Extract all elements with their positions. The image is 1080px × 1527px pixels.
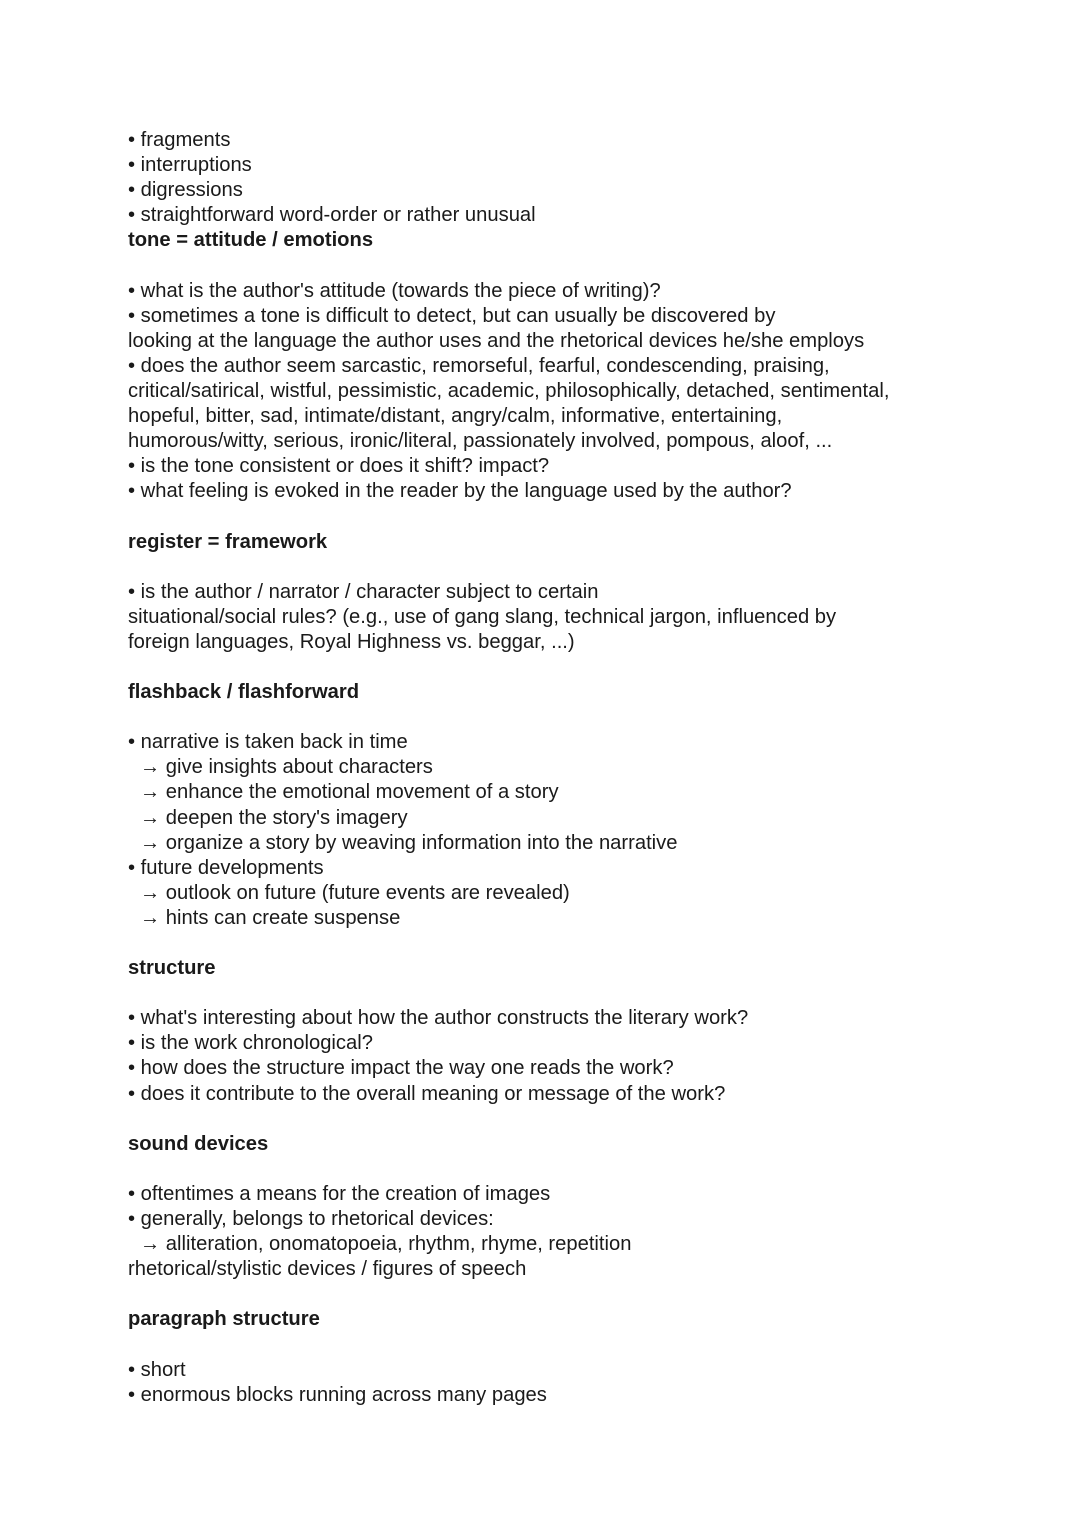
section-heading: flashback / flashforward [128,681,360,704]
text-line: • narrative is taken back in time [128,731,408,754]
text-line: • oftentimes a means for the creation of images [128,1182,551,1205]
arrow-point: → alliteration, onomatopoeia, rhythm, rhyme, repetition [140,1233,632,1256]
text-line: rhetorical/stylistic devices / figures of speech [128,1258,527,1281]
arrow-point: → enhance the emotional movement of a story [140,781,559,804]
section-heading: tone = attitude / emotions [128,229,374,252]
text-line: hopeful, bitter, sad, intimate/distant, angry/calm, informative, entertaining, [128,405,783,428]
document-page [128,128,1008,1408]
text-line: humorous/witty, serious, ironic/literal, passionately involved, pompous, aloof, ... [128,430,833,453]
text-line: • future developments [128,856,324,879]
text-line: looking at the language the author uses and the rhetorical devices he/she employs [128,329,865,352]
text-line: foreign languages, Royal Highness vs. beggar, ...) [128,630,575,653]
blank-line [128,1107,1008,1132]
blank-line [128,981,1008,1006]
blank-line [128,555,1008,580]
blank-line [128,1282,1008,1307]
blank-line [128,1157,1008,1182]
arrow-point: → hints can create suspense [140,906,401,929]
arrow-point: → outlook on future (future events are revealed) [140,881,570,904]
text-line: • fragments [128,129,231,151]
text-line: • straightforward word-order or rather unusual [128,204,536,227]
text-line: • digressions [128,179,243,202]
blank-line [128,253,1008,278]
blank-line [128,705,1008,730]
text-line: • what's interesting about how the author constructs the literary work? [128,1007,749,1030]
blank-line [128,504,1008,529]
text-line: • enormous blocks running across many pages [128,1383,547,1406]
section-heading: sound devices [128,1132,269,1155]
text-line: critical/satirical, wistful, pessimistic, academic, philosophically, detached, sentimental, [128,379,890,402]
section-heading: paragraph structure [128,1308,320,1331]
arrow-point: → organize a story by weaving information into the narrative [140,831,678,854]
text-line: • interruptions [128,154,252,177]
arrow-point: → deepen the story's imagery [140,806,408,829]
blank-line [128,655,1008,680]
text-line: • does it contribute to the overall meaning or message of the work? [128,1082,726,1105]
arrow-point: → give insights about characters [140,756,433,779]
text-line: • does the author seem sarcastic, remorseful, fearful, condescending, praising, [128,354,830,377]
text-line: • generally, belongs to rhetorical devices: [128,1208,494,1231]
text-line: situational/social rules? (e.g., use of gang slang, technical jargon, influenced by [128,605,837,628]
blank-line [128,931,1008,956]
text-line: • is the tone consistent or does it shift? impact? [128,455,550,478]
text-line: • is the work chronological? [128,1032,373,1055]
section-heading: structure [128,957,216,980]
text-line: • what is the author's attitude (towards the piece of writing)? [128,279,661,302]
text-line: • is the author / narrator / character subject to certain [128,580,599,603]
text-line: • short [128,1358,186,1381]
section-heading: register = framework [128,530,328,553]
blank-line [128,1333,1008,1358]
text-line: • sometimes a tone is difficult to detect, but can usually be discovered by [128,304,776,327]
text-line: • what feeling is evoked in the reader by the language used by the author? [128,480,792,503]
text-line: • how does the structure impact the way one reads the work? [128,1057,674,1080]
